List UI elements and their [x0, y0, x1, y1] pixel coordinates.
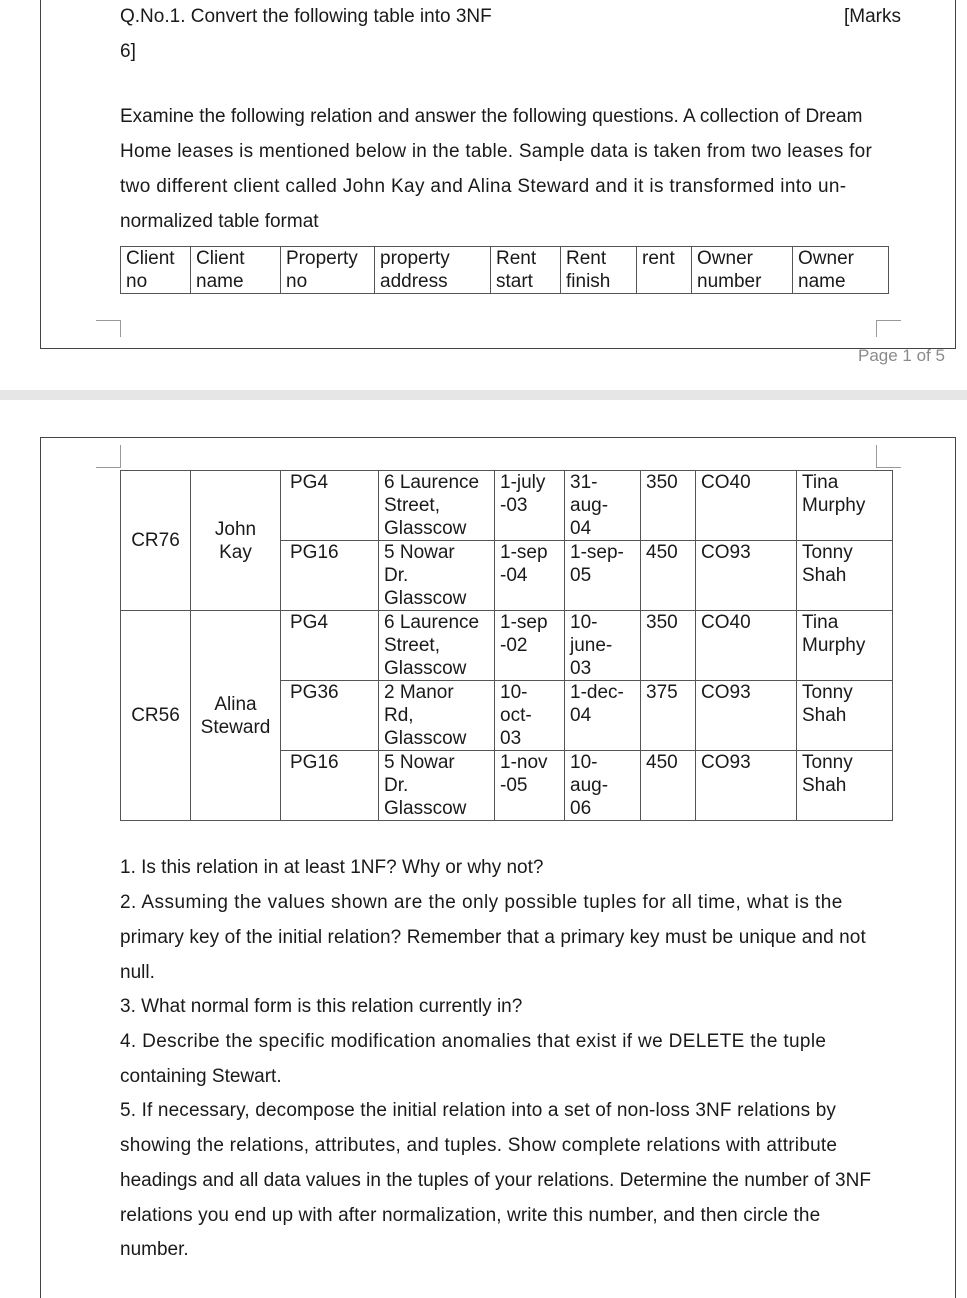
rent-finish-cell: 1-sep- 05: [565, 541, 641, 611]
rent-cell: 375: [641, 681, 696, 751]
client-no-cell: CR76: [121, 471, 191, 611]
header-cell: Owner name: [793, 247, 889, 294]
intro-line: two different client called John Kay and Alina Steward and it is transformed into un-: [120, 176, 847, 197]
rent-start-cell: 10- oct- 03: [495, 681, 565, 751]
owner-name-cell: Tonny Shah: [797, 751, 893, 821]
intro-line: Home leases is mentioned below in the table. Sample data is taken from two leases for: [120, 141, 873, 162]
rent-cell: 350: [641, 611, 696, 681]
marks-label: [Marks: [844, 6, 901, 27]
owner-no-cell: CO40: [696, 611, 797, 681]
header-cell: Property no: [281, 247, 375, 294]
page-number: Page 1 of 5: [858, 346, 945, 365]
address-cell: 2 Manor Rd, Glasscow: [379, 681, 495, 751]
question-line: showing the relations, attributes, and tuples. Show complete relations with attribute: [120, 1135, 838, 1156]
client-name-cell: Alina Steward: [191, 611, 281, 821]
rent-cell: 350: [641, 471, 696, 541]
question-line: headings and all data values in the tuples of your relations. Determine the number of 3NF: [120, 1170, 871, 1191]
question-line: relations you end up with after normalization, write this number, and then circle the: [120, 1205, 821, 1226]
header-cell: Rent finish: [561, 247, 637, 294]
address-cell: 6 Laurence Street, Glasscow: [379, 611, 495, 681]
intro-line: normalized table format: [120, 211, 319, 232]
owner-no-cell: CO93: [696, 541, 797, 611]
crop-mark: [96, 445, 121, 468]
header-cell: property address: [375, 247, 491, 294]
page-frame: [40, 0, 956, 349]
rent-start-cell: 1-july -03: [495, 471, 565, 541]
address-cell: 5 Nowar Dr. Glasscow: [379, 541, 495, 611]
rent-finish-cell: 1-dec- 04: [565, 681, 641, 751]
owner-no-cell: CO93: [696, 751, 797, 821]
address-cell: 5 Nowar Dr. Glasscow: [379, 751, 495, 821]
question-line: 5. If necessary, decompose the initial relation into a set of non-loss 3NF relations by: [120, 1100, 837, 1121]
owner-no-cell: CO40: [696, 471, 797, 541]
property-no-cell: PG36: [281, 681, 379, 751]
rent-start-cell: 1-sep -02: [495, 611, 565, 681]
owner-name-cell: Tonny Shah: [797, 681, 893, 751]
owner-name-cell: Tina Murphy: [797, 471, 893, 541]
marks-value: 6]: [120, 41, 136, 62]
rent-cell: 450: [641, 541, 696, 611]
client-name-cell: John Kay: [191, 471, 281, 611]
header-cell: Owner number: [692, 247, 793, 294]
crop-mark: [96, 320, 121, 337]
question-line: 2. Assuming the values shown are the only possible tuples for all time, what is the: [120, 892, 843, 913]
header-cell: Rent start: [491, 247, 561, 294]
crop-mark: [876, 320, 901, 337]
question-line: primary key of the initial relation? Remember that a primary key must be unique and not: [120, 927, 866, 948]
property-no-cell: PG16: [281, 541, 379, 611]
question-line: containing Stewart.: [120, 1066, 282, 1087]
address-cell: 6 Laurence Street, Glasscow: [379, 471, 495, 541]
rent-start-cell: 1-sep -04: [495, 541, 565, 611]
property-no-cell: PG4: [281, 471, 379, 541]
question-line: 1. Is this relation in at least 1NF? Why or why not?: [120, 857, 544, 878]
header-cell: Client name: [191, 247, 281, 294]
question-line: number.: [120, 1239, 189, 1260]
question-line: 3. What normal form is this relation currently in?: [120, 996, 523, 1017]
crop-mark: [876, 445, 901, 468]
rent-finish-cell: 10- aug- 06: [565, 751, 641, 821]
owner-no-cell: CO93: [696, 681, 797, 751]
table-row: [121, 611, 893, 681]
property-no-cell: PG16: [281, 751, 379, 821]
question-heading: Q.No.1. Convert the following table into 3NF: [120, 6, 492, 27]
table-row: [121, 471, 893, 541]
question-line: 4. Describe the specific modification anomalies that exist if we DELETE the tuple: [120, 1031, 827, 1052]
header-cell: Client no: [121, 247, 191, 294]
rent-start-cell: 1-nov -05: [495, 751, 565, 821]
rent-finish-cell: 10- june- 03: [565, 611, 641, 681]
rent-finish-cell: 31- aug- 04: [565, 471, 641, 541]
owner-name-cell: Tina Murphy: [797, 611, 893, 681]
intro-line: Examine the following relation and answer the following questions. A collection of Dream: [120, 106, 863, 127]
rent-cell: 450: [641, 751, 696, 821]
question-line: null.: [120, 962, 155, 983]
data-table: [120, 470, 893, 821]
header-cell: rent: [637, 247, 692, 294]
page-gap: [0, 390, 967, 400]
property-no-cell: PG4: [281, 611, 379, 681]
client-no-cell: CR56: [121, 611, 191, 821]
owner-name-cell: Tonny Shah: [797, 541, 893, 611]
